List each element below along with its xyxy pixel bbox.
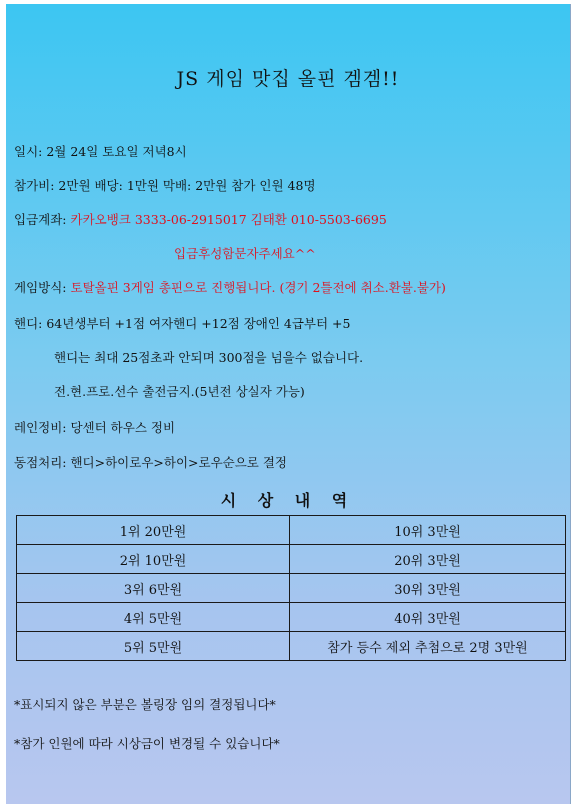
lane-maintenance: 레인정비: 당센터 하우스 정비 (14, 420, 176, 435)
prize-cell-left: 4위 5만원 (17, 603, 290, 632)
prize-cell-left: 3위 6만원 (17, 574, 290, 603)
tie-break-rule: 동점처리: 핸디>하이로우>하이>로우순으로 결정 (14, 455, 288, 470)
deposit-account-value: 카카오뱅크 3333-06-2915017 김태환 010-5503-6695 (70, 212, 387, 227)
table-row (17, 574, 566, 603)
table-row (17, 545, 566, 574)
event-date: 일시: 2월 24일 토요일 저녁8시 (14, 144, 187, 159)
prize-cell-right: 참가 등수 제외 추첨으로 2명 3만원 (290, 632, 566, 661)
prize-table (16, 515, 566, 661)
prize-cell-right: 20위 3만원 (290, 545, 566, 574)
table-row (17, 603, 566, 632)
prize-cell-right: 10위 3만원 (290, 516, 566, 545)
game-method-label: 게임방식: (14, 280, 71, 295)
deposit-account (14, 210, 387, 228)
prize-cell-left: 5위 5만원 (17, 632, 290, 661)
note-unlisted: *표시되지 않은 부분은 볼링장 임의 결정됩니다* (14, 697, 276, 712)
prize-cell-left: 2위 10만원 (17, 545, 290, 574)
prize-cell-left: 1위 20만원 (17, 516, 290, 545)
flyer-page (6, 4, 571, 804)
game-method-value: 토탈올핀 3게임 총핀으로 진행됩니다. (경기 2틀전에 취소.환불.불가) (70, 280, 446, 295)
game-method (14, 278, 446, 296)
pro-ban-rule: 전.현.프로.선수 출전금지.(5년전 상실자 가능) (54, 384, 305, 399)
prize-cell-right: 40위 3만원 (290, 603, 566, 632)
note-prize-change: *참가 인원에 따라 시상금이 변경될 수 있습니다* (14, 736, 280, 751)
deposit-account-label: 입금계좌: (14, 212, 71, 227)
prize-cell-right: 30위 3만원 (290, 574, 566, 603)
deposit-note: 입금후성함문자주세요^^ (174, 246, 316, 261)
entry-fee: 참가비: 2만원 배당: 1만원 막배: 2만원 참가 인원 48명 (14, 178, 316, 193)
awards-title: 시 상 내 역 (220, 491, 356, 510)
table-row (17, 632, 566, 661)
page-title: JS 게임 맛집 올핀 겜겜!! (176, 68, 400, 90)
table-row (17, 516, 566, 545)
handicap-rule: 핸디: 64년생부터 +1점 여자핸디 +12점 장애인 4급부터 +5 (14, 316, 351, 331)
handicap-max-rule: 핸디는 최대 25점초과 안되며 300점을 넘을수 없습니다. (54, 350, 364, 365)
